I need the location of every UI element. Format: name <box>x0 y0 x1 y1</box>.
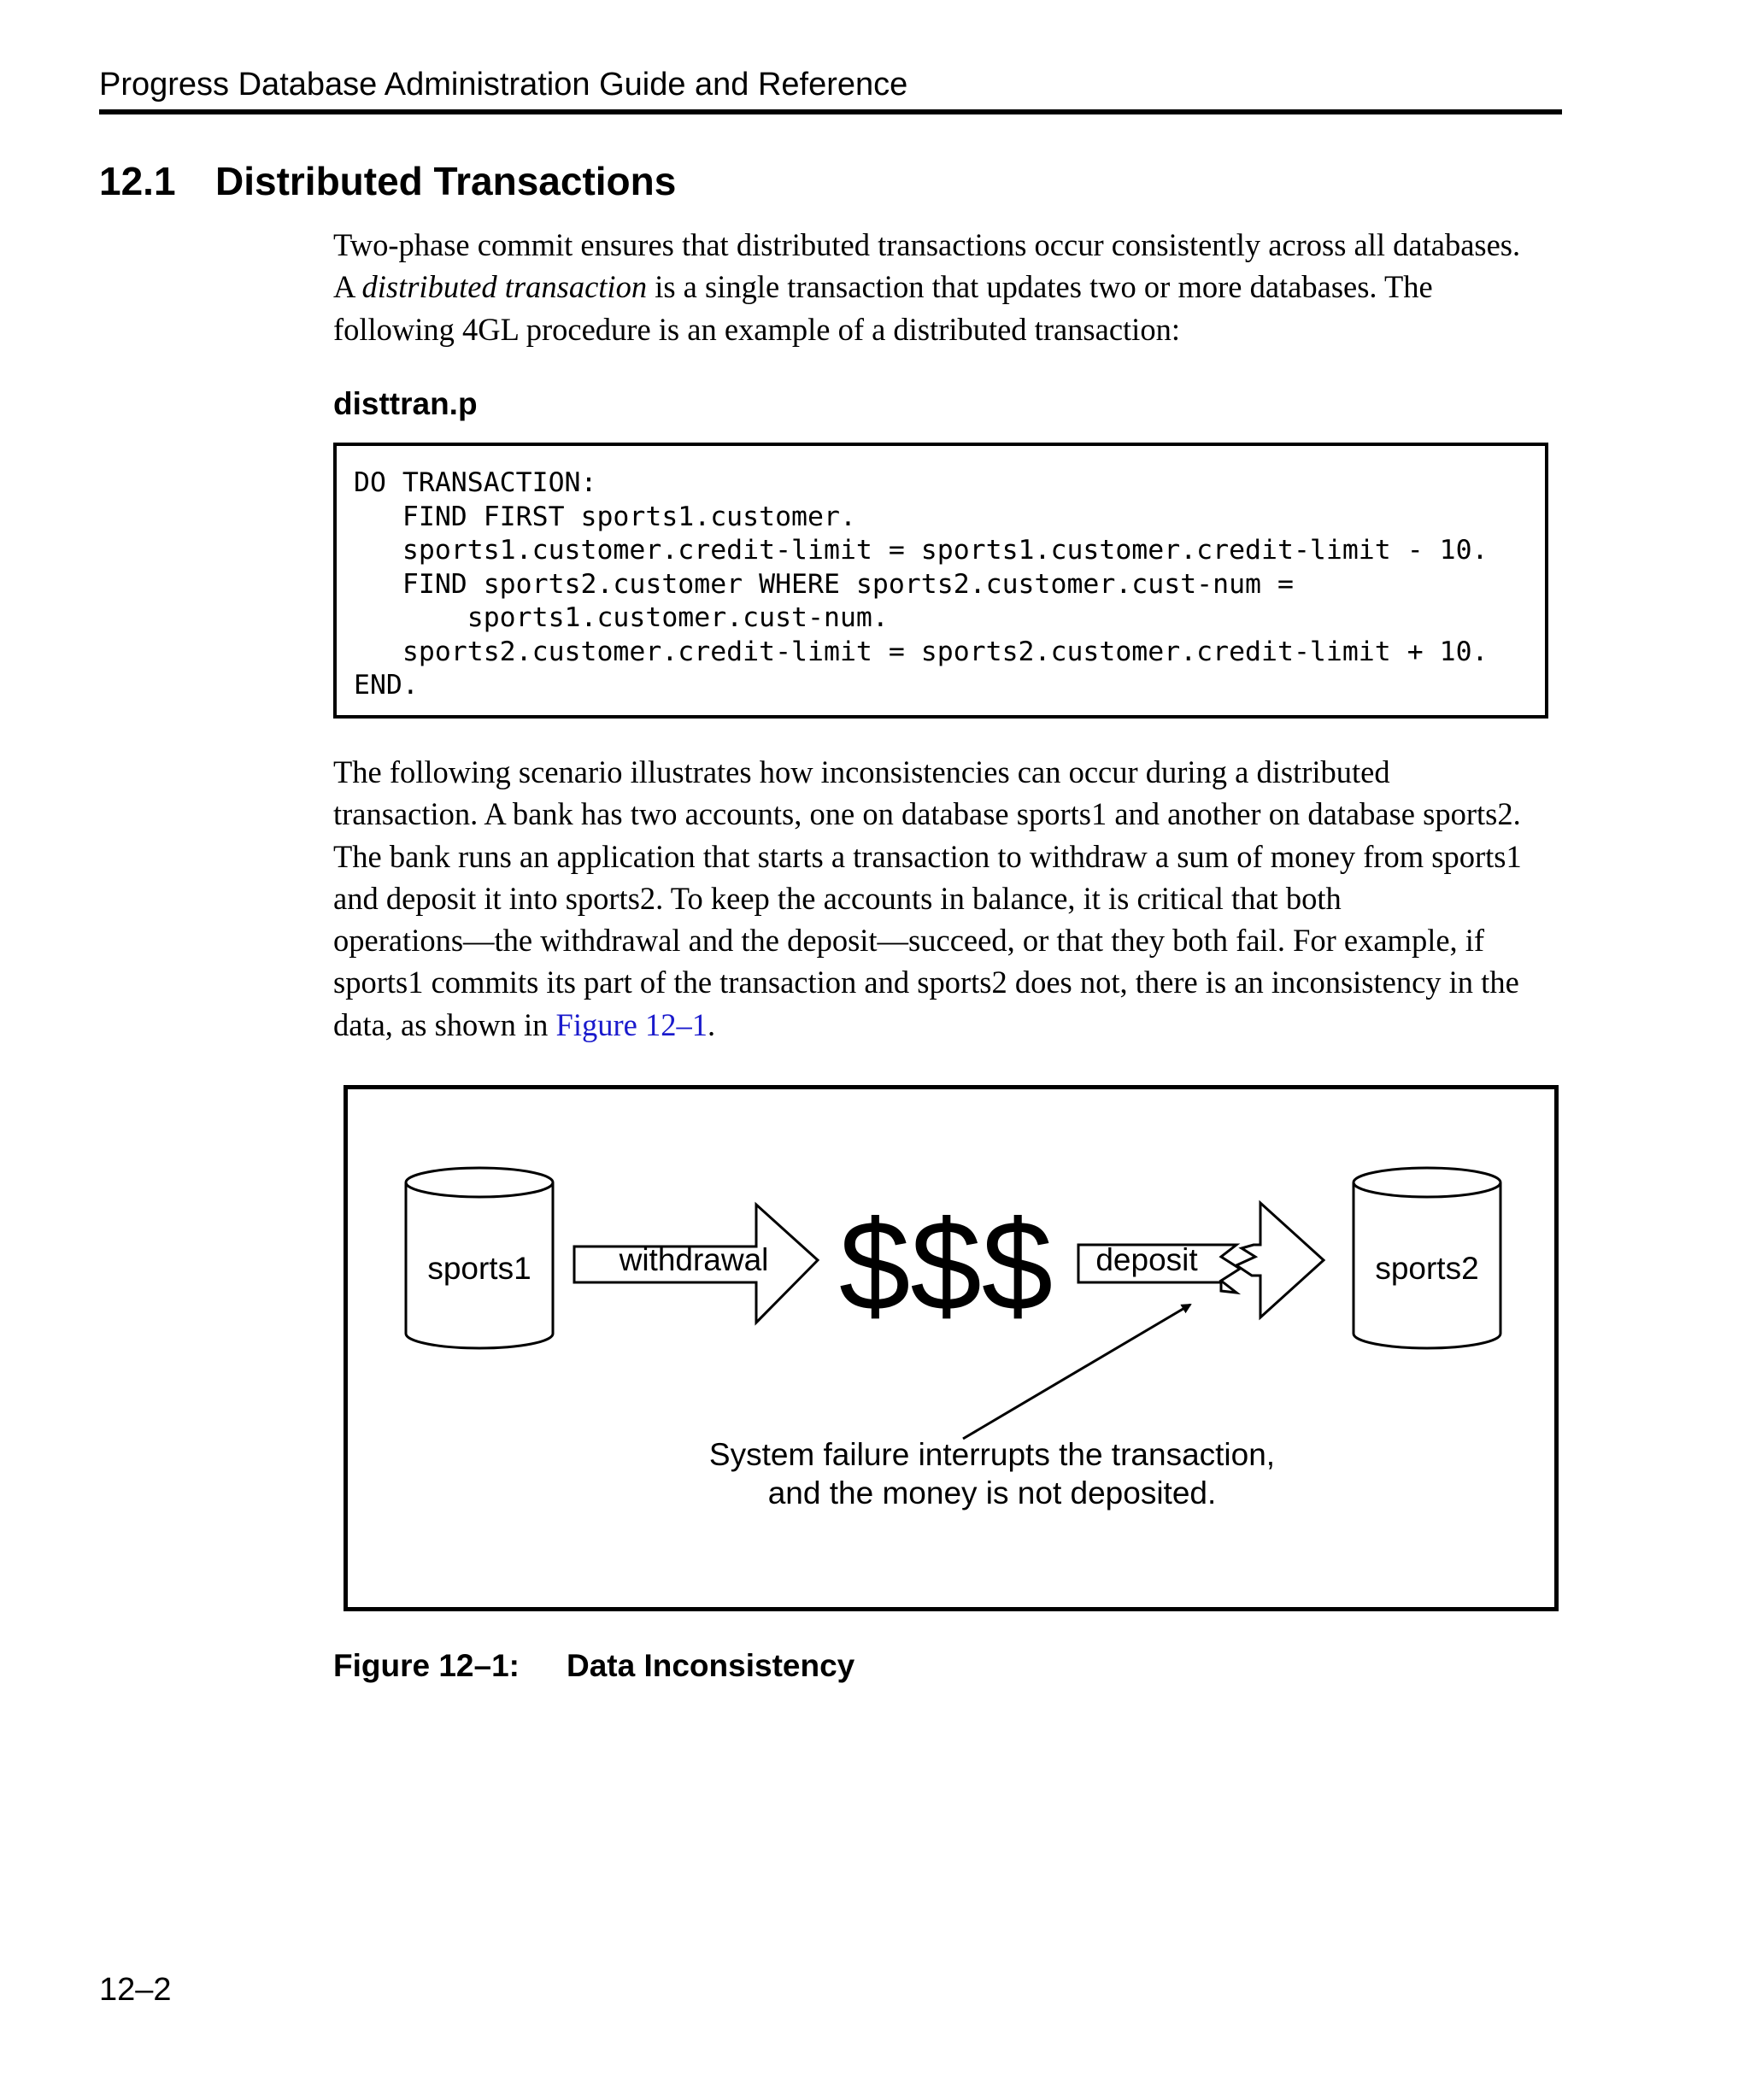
intro-line: Two-phase commit ensures that distributed transactions occur consistently across all databases. <box>333 227 1521 262</box>
figure-link[interactable]: Figure 12–1 <box>555 1006 708 1042</box>
intro-text: A <box>333 269 362 305</box>
section-number: 12.1 <box>99 159 176 203</box>
section-heading <box>99 158 676 204</box>
intro-line: following 4GL procedure is an example of a distributed transaction: <box>333 311 1180 347</box>
sports2-label: sports2 <box>1375 1251 1479 1286</box>
scenario-line <box>333 1004 1564 1046</box>
data-inconsistency-diagram <box>348 1089 1554 1607</box>
scenario-line: The following scenario illustrates how inconsistencies can occur during a distributed <box>333 754 1390 789</box>
scenario-line: transaction. A bank has two accounts, one on database sports1 and another on database sports2. <box>333 796 1521 832</box>
intro-text: is a single transaction that updates two or more databases. The <box>647 269 1433 305</box>
scenario-line: The bank runs an application that starts a transaction to withdraw a sum of money from sports1 <box>333 838 1522 874</box>
scenario-line: sports1 commits its part of the transaction and sports2 does not, there is an inconsistency in the <box>333 965 1519 1000</box>
defined-term: distributed transaction <box>361 269 648 305</box>
figure-caption-label: Figure 12–1: <box>333 1648 520 1683</box>
deposit-label: deposit <box>1095 1242 1198 1277</box>
scenario-text: . <box>707 1006 716 1042</box>
code-listing: DO TRANSACTION: FIND FIRST sports1.customer. sports1.customer.credit-limit = sports1.customer.credit-limit - 10. FIND sports2.customer WHERE sports2.customer.cust-num = sports1.customer.cust-num. sports2.customer.credit-limit = sports2.customer.credit-limit + 10. END. <box>354 467 1489 701</box>
withdrawal-arrow <box>574 1205 818 1323</box>
intro-paragraph <box>333 224 1564 350</box>
sports2-database-icon <box>1354 1168 1500 1348</box>
code-block <box>333 443 1548 719</box>
sports1-label: sports1 <box>427 1251 531 1286</box>
code-caption: disttran.p <box>333 386 478 421</box>
sports1-database-icon <box>406 1168 553 1348</box>
failure-note-line: and the money is not deposited. <box>767 1475 1217 1510</box>
header-rule <box>99 109 1562 114</box>
intro-line <box>333 266 1564 308</box>
figure-caption-title: Data Inconsistency <box>567 1648 855 1683</box>
running-header: Progress Database Administration Guide and Reference <box>99 67 908 103</box>
failure-note-line: System failure interrupts the transaction, <box>708 1437 1276 1472</box>
scenario-paragraph <box>333 751 1564 1046</box>
withdrawal-label: withdrawal <box>619 1242 769 1277</box>
figure-caption <box>333 1648 854 1684</box>
broken-deposit-arrow <box>1078 1203 1324 1317</box>
scenario-line: operations—the withdrawal and the deposit—succeed, or that they both fail. For example, if <box>333 923 1485 959</box>
page-number: 12–2 <box>99 1972 172 2008</box>
figure-frame <box>344 1085 1559 1611</box>
section-title: Distributed Transactions <box>215 159 677 203</box>
money-symbol: $$$ <box>838 1194 1054 1337</box>
scenario-text: data, as shown in <box>333 1006 556 1042</box>
scenario-line: and deposit it into sports2. To keep the accounts in balance, it is critical that both <box>333 880 1342 916</box>
